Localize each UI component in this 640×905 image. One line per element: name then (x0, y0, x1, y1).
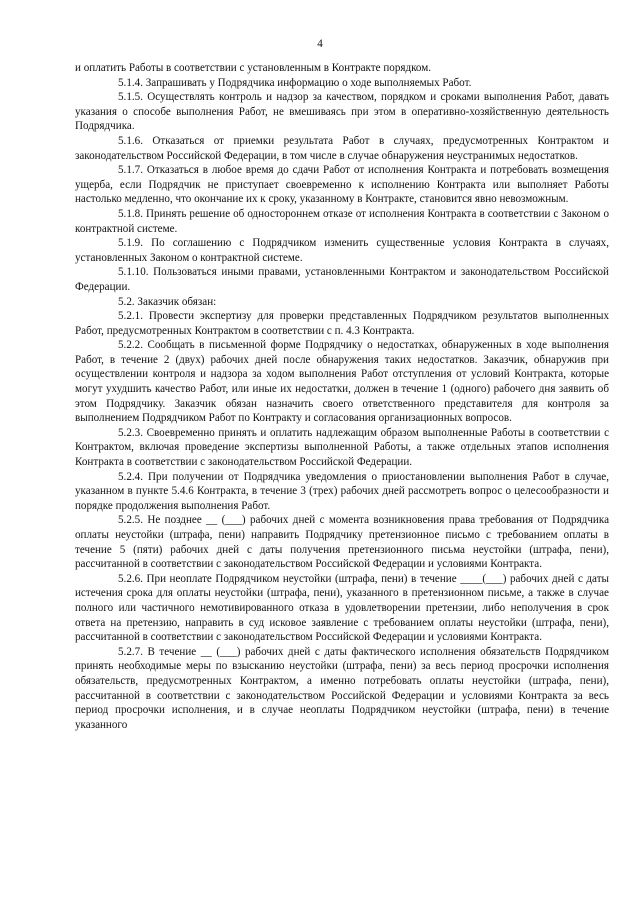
paragraph-5-2-2: 5.2.2. Сообщать в письменной форме Подрядчику о недостатках, обнаруженных в ходе выполнения Работ, в течение 2 (двух) рабочих дней после обнаружения таких недостатков. Заказчик, обнаружив при осуществлении контроля и надзора за ходом выполнения Работ отступления от условий Контракта, которые могут ухудшить качество Работ, или иные их недостатки, должен в течение 1 (одного) рабочего дня заявить об этом Подрядчику. Заказчик обязан назначить своего ответственного представителя для контроля за выполнением Подрядчиком Работ по Контракту и согласования организационных вопросов. (75, 339, 609, 425)
paragraph-5-2-6: 5.2.6. При неоплате Подрядчиком неустойки (штрафа, пени) в течение ____(___) рабочих дней с даты истечения срока для оплаты неустойки (штрафа, пени), указанного в претензионном письме, а также в случае полного или частичного немотивированного отказа в удовлетворении претензии, либо неполучения в срок ответа на претензию, направить в суд исковое заявление с требованием оплаты неустойки (штрафа, пени), рассчитанной в соответствии с законодательством Российской Федерации и условиями Контракта. (75, 572, 609, 644)
paragraph-5-1-7: 5.1.7. Отказаться в любое время до сдачи Работ от исполнения Контракта и потребовать возмещения ущерба, если Подрядчик не приступает своевременно к исполнению Контракта или выполняет Работы настолько медленно, что окончание их к сроку, указанному в Контракте, становится явно невозможным. (75, 164, 609, 206)
paragraph-5-2-4: 5.2.4. При получении от Подрядчика уведомления о приостановлении выполнения Работ в случае, указанном в пункте 5.4.6 Контракта, в течение 3 (трех) рабочих дней рассмотреть вопрос о целесообразности и порядке продолжения выполнения Работ. (75, 470, 609, 512)
page-body (75, 61, 609, 732)
paragraph-5-1-4: 5.1.4. Запрашивать у Подрядчика информацию о ходе выполняемых Работ. (118, 76, 472, 89)
paragraph-5-2-1: 5.2.1. Провести экспертизу для проверки представленных Подрядчиком результатов выполненных Работ, предусмотренных Контрактом в соответствии с п. 4.3 Контракта. (75, 310, 609, 337)
paragraph-continuation: и оплатить Работы в соответствии с установленным в Контракте порядком. (75, 62, 432, 74)
paragraph-5-1-5: 5.1.5. Осуществлять контроль и надзор за качеством, порядком и сроками выполнения Работ, давать указания о способе выполнения Работ, не вмешиваясь при этом в оперативно-хозяйственную деятельность Подрядчика. (75, 91, 609, 133)
paragraph-5-2-3: 5.2.3. Своевременно принять и оплатить надлежащим образом выполненные Работы в соответствии с Контрактом, включая проведение экспертизы выполненной Работы, а также отдельных этапов исполнения Контракта в соответствии с законодательством Российской Федерации. (75, 426, 609, 469)
paragraph-5-1-6: 5.1.6. Отказаться от приемки результата Работ в случаях, предусмотренных Контрактом и законодательством Российской Федерации, в том числе в случае обнаружения неустранимых недостатков. (75, 134, 609, 162)
paragraph-5-1-10: 5.1.10. Пользоваться иными правами, установленными Контрактом и законодательством Российской Федерации. (75, 266, 609, 293)
paragraph-5-2-5: 5.2.5. Не позднее __ (___) рабочих дней с момента возникновения права требования от Подрядчика оплаты неустойки (штрафа, пени) направить Подрядчику претензионное письмо с требованием оплаты в течение 5 (пяти) рабочих дней с даты получения претензионного письма неустойки (штрафа, пени), рассчитанной в соответствии с законодательством Российской Федерации и условиями Контракта. (75, 514, 609, 571)
paragraph-5-1-9: 5.1.9. По соглашению с Подрядчиком изменить существенные условия Контракта в случаях, установленных Законом о контрактной системе. (75, 237, 609, 264)
paragraph-5-2: 5.2. Заказчик обязан: (118, 295, 217, 308)
page-number: 4 (317, 38, 323, 50)
paragraph-5-1-8: 5.1.8. Принять решение об одностороннем отказе от исполнения Контракта в соответствии с Законом о контрактной системе. (75, 207, 609, 235)
paragraph-5-2-7: 5.2.7. В течение __ (___) рабочих дней с даты фактического исполнения обязательств Подрядчиком принять необходимые меры по взысканию неустойки (штрафа, пени) за весь период просрочки исполнения обязательств, предусмотренных Контрактом, а именно потребовать оплаты неустойки (штрафа, пени), рассчитанной в соответствии с законодательством Российской Федерации и условиями Контракта за весь период просрочки исполнения, и в случае неоплаты Подрядчиком неустойки (штрафа, пени) в течение указанного (75, 645, 609, 731)
